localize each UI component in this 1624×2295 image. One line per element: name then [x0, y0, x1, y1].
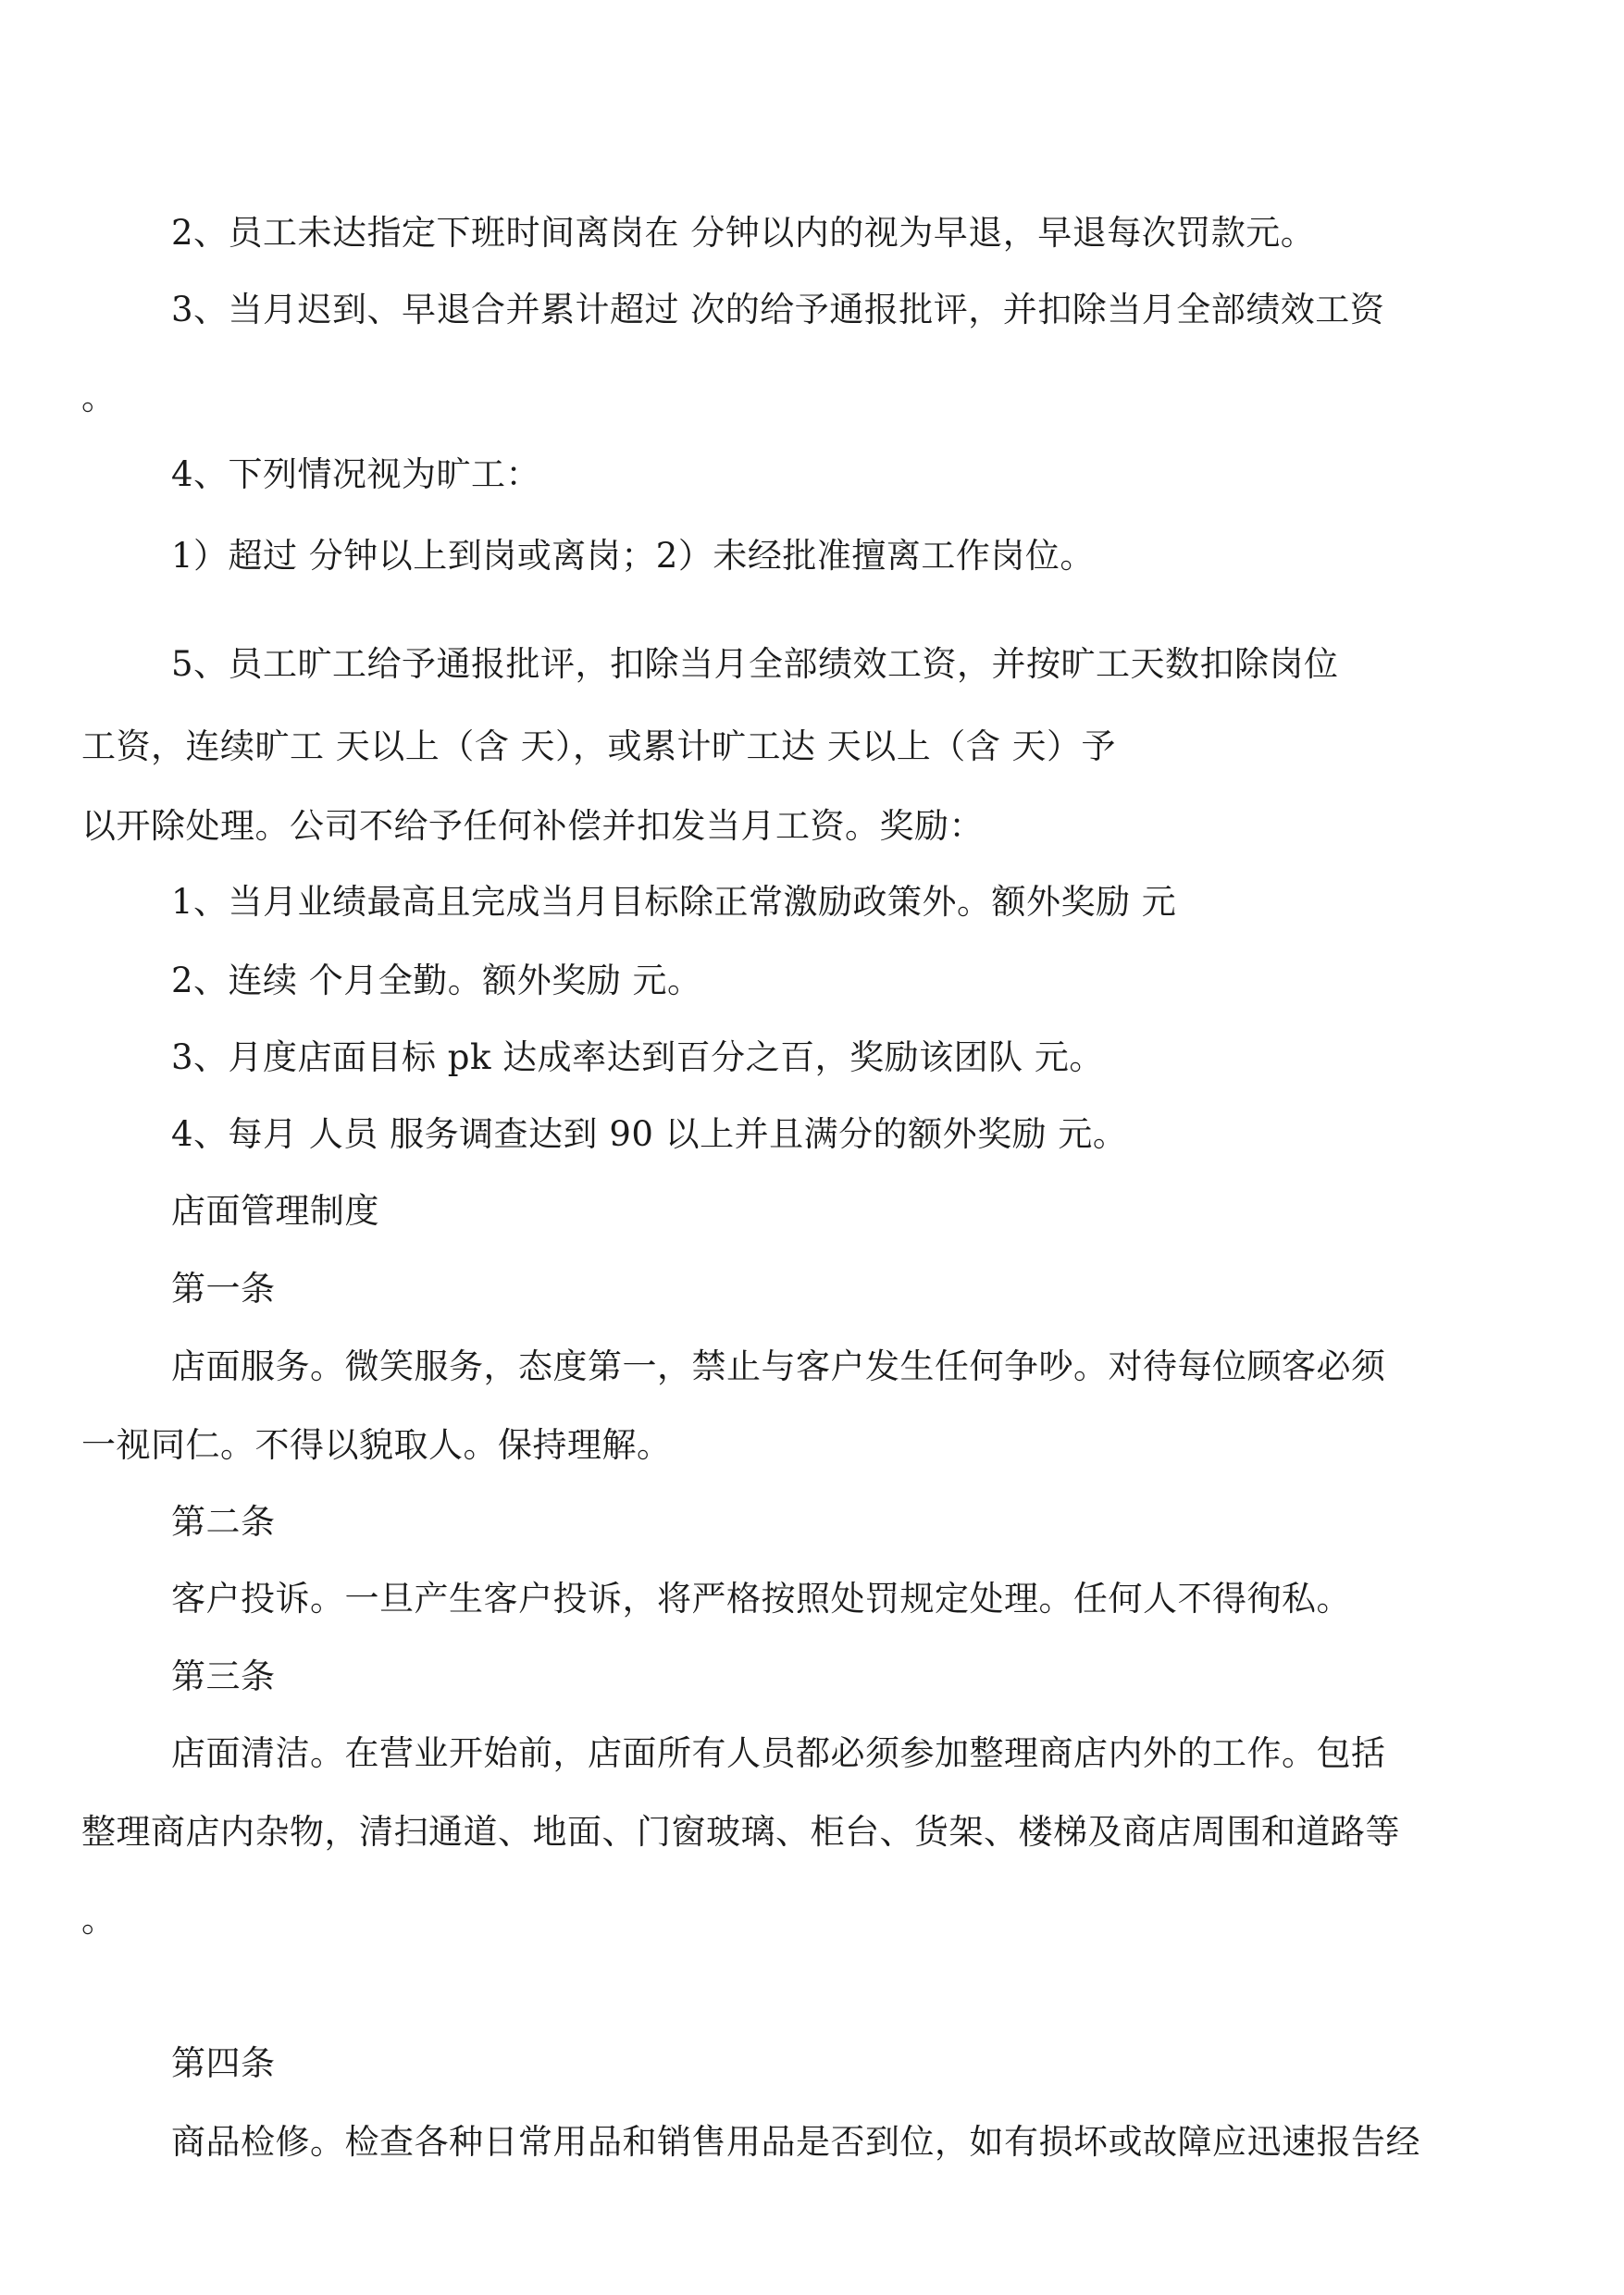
text-line: 商品检修。检查各种日常用品和销售用品是否到位，如有损坏或故障应迅速报告经: [171, 2122, 1420, 2162]
text-line: 工资，连续旷工 天以上（含 天），或累计旷工达 天以上（含 天）予: [81, 726, 1117, 766]
article-heading: 第一条: [171, 1269, 276, 1309]
text-line: 店面服务。微笑服务，态度第一，禁止与客户发生任何争吵。对待每位顾客必须: [171, 1346, 1386, 1386]
text-line: 客户投诉。一旦产生客户投诉，将严格按照处罚规定处理。任何人不得徇私。: [171, 1579, 1351, 1619]
text-line: 以开除处理。公司不给予任何补偿并扣发当月工资。奖励：: [81, 806, 984, 846]
article-heading: 第三条: [171, 1656, 276, 1696]
article-heading: 第四条: [171, 2043, 276, 2083]
text-line: 1、当月业绩最高且完成当月目标除正常激励政策外。额外奖励 元: [171, 882, 1177, 922]
text-line: 4、下列情况视为旷工：: [171, 454, 541, 494]
text-line: 2、连续 个月全勤。额外奖励 元。: [171, 961, 702, 1000]
text-line: 4、每月 人员 服务调查达到 90 以上并且满分的额外奖励 元。: [171, 1114, 1128, 1154]
text-line: 5、员工旷工给予通报批评，扣除当月全部绩效工资，并按旷工天数扣除岗位: [171, 644, 1339, 684]
text-line: 3、月度店面目标 pk 达成率达到百分之百，奖励该团队 元。: [171, 1037, 1104, 1077]
article-heading: 第二条: [171, 1502, 276, 1542]
text-line: 整理商店内杂物，清扫通道、地面、门窗玻璃、柜台、货架、楼梯及商店周围和道路等: [81, 1812, 1400, 1852]
text-line: 一视同仁。不得以貌取人。保持理解。: [81, 1425, 672, 1465]
text-line: 店面清洁。在营业开始前，店面所有人员都必须参加整理商店内外的工作。包括: [171, 1733, 1386, 1773]
text-line: 1）超过 分钟以上到岗或离岗；2）未经批准擅离工作岗位。: [171, 536, 1095, 576]
section-title: 店面管理制度: [171, 1191, 379, 1231]
text-line: 。: [81, 378, 117, 417]
text-line: 。: [81, 1900, 117, 1940]
text-line: 3、当月迟到、早退合并累计超过 次的给予通报批评，并扣除当月全部绩效工资: [171, 290, 1385, 329]
text-line: 2、员工未达指定下班时间离岗在 分钟以内的视为早退，早退每次罚款元。: [171, 213, 1316, 253]
